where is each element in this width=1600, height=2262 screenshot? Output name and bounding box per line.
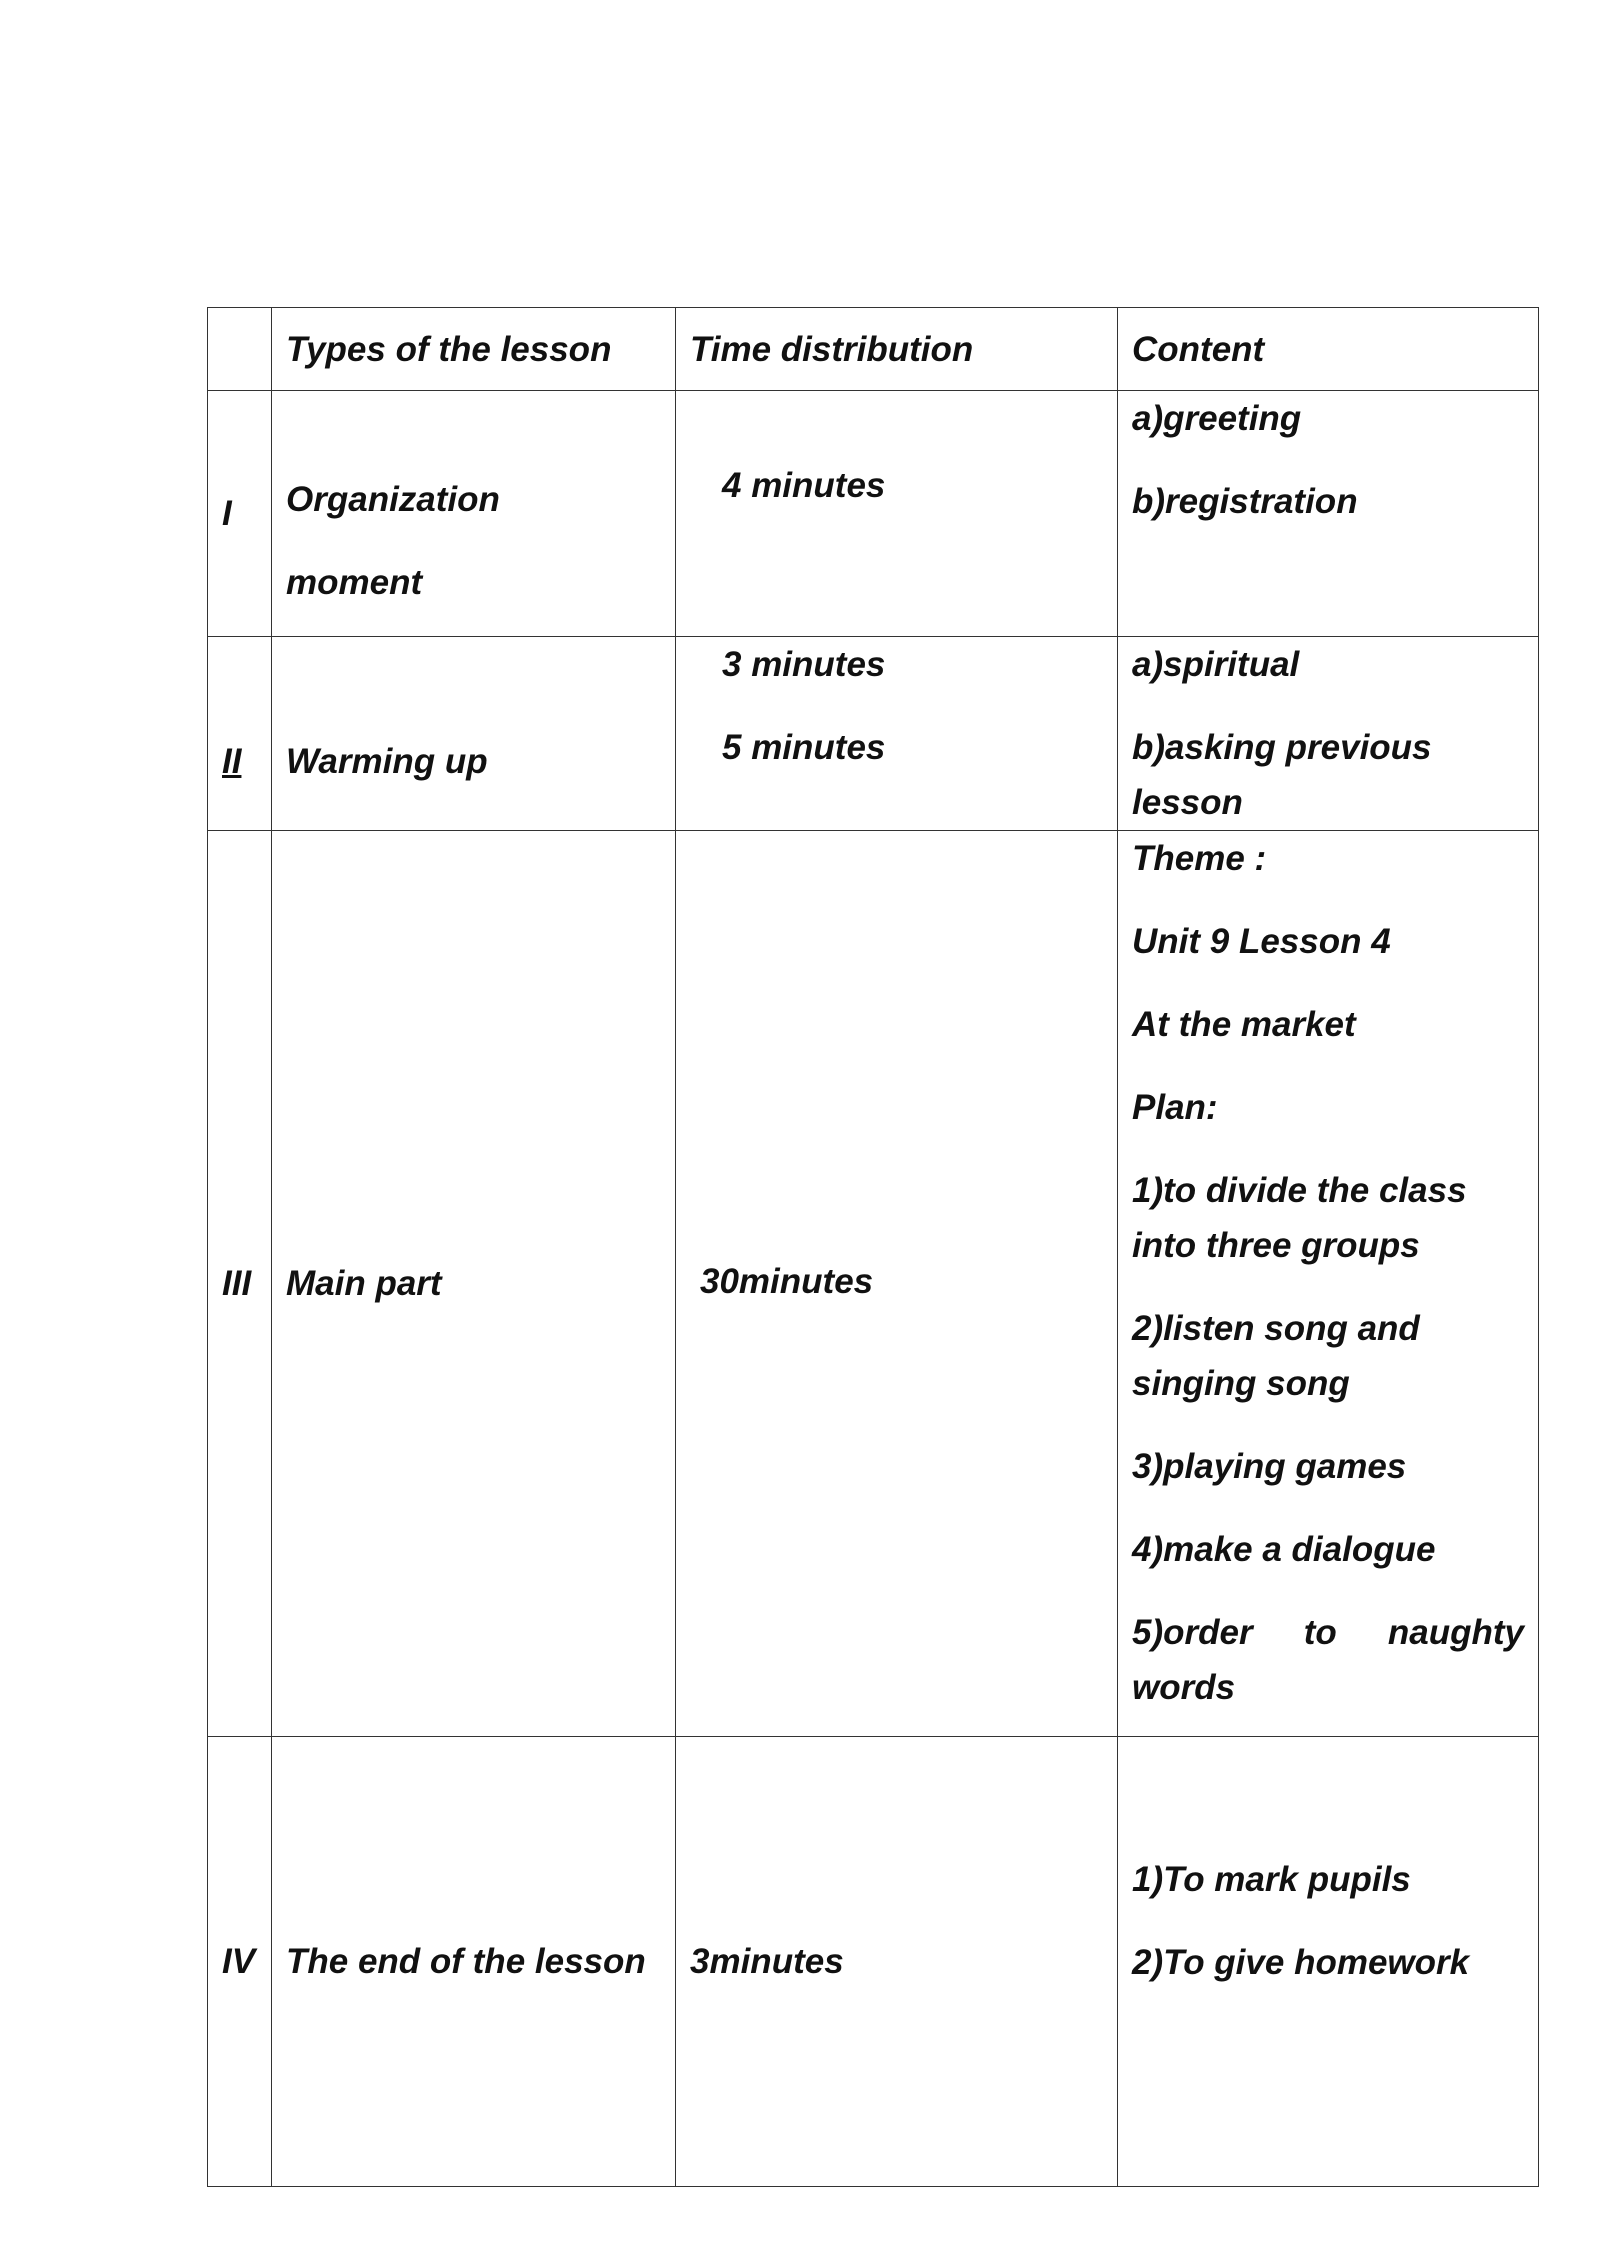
- content-line: At the market: [1132, 1005, 1356, 1044]
- header-cell-types: Types of the lesson: [272, 308, 676, 391]
- stage-number: [208, 637, 272, 831]
- stage-type: [272, 391, 676, 637]
- content-line: a)spiritual: [1132, 645, 1300, 684]
- content-line: 3)playing games: [1132, 1447, 1407, 1486]
- stage-type-line: moment: [286, 563, 423, 602]
- stage-time-line: 5 minutes: [722, 728, 886, 767]
- content-line: 2)listen song and singing song: [1132, 1309, 1420, 1403]
- content-line: Plan:: [1132, 1088, 1218, 1127]
- stage-content: [1118, 831, 1539, 1737]
- table-header-row: [208, 308, 1539, 391]
- header-cell-content: Content: [1118, 308, 1539, 391]
- stage-type-line: Organization: [286, 480, 500, 519]
- stage-content: [1118, 391, 1539, 637]
- stage-number: I: [208, 391, 272, 637]
- stage-number-text: II: [222, 741, 242, 781]
- stage-time: 3minutes: [676, 1737, 1118, 2187]
- content-line: Theme :: [1132, 839, 1267, 878]
- content-line: 4)make a dialogue: [1132, 1530, 1436, 1569]
- table-row: [208, 1737, 1539, 2187]
- table-row: [208, 637, 1539, 831]
- stage-time: [676, 637, 1118, 831]
- stage-type: Main part: [272, 831, 676, 1737]
- content-line: b)asking previous lesson: [1132, 728, 1432, 822]
- header-cell-time: Time distribution: [676, 308, 1118, 391]
- stage-time: [676, 831, 1118, 1737]
- stage-content: [1118, 637, 1539, 831]
- stage-number: III: [208, 831, 272, 1737]
- stage-time-line: 3 minutes: [722, 645, 886, 684]
- stage-content: [1118, 1737, 1539, 2187]
- stage-type: [272, 637, 676, 831]
- table-row: [208, 391, 1539, 637]
- content-line: Unit 9 Lesson 4: [1132, 922, 1391, 961]
- stage-time-line: 4 minutes: [722, 465, 886, 505]
- content-line: 1)to divide the class into three groups: [1132, 1171, 1467, 1265]
- stage-time: [676, 391, 1118, 637]
- content-line: [1132, 1605, 1524, 1715]
- lesson-plan-table: [207, 307, 1539, 2187]
- content-line-text: 5)order to naughty words: [1132, 1613, 1524, 1707]
- stage-type: The end of the lesson: [272, 1737, 676, 2187]
- table-row: [208, 831, 1539, 1737]
- header-cell-number: [208, 308, 272, 391]
- content-line: b)registration: [1132, 482, 1358, 521]
- stage-time-line: 30minutes: [700, 1262, 874, 1301]
- stage-type-line: Warming up: [286, 741, 488, 781]
- content-line: 2)To give homework: [1132, 1942, 1470, 1982]
- content-line: a)greeting: [1132, 399, 1302, 438]
- content-line: 1)To mark pupils: [1132, 1859, 1411, 1899]
- stage-number: IV: [208, 1737, 272, 2187]
